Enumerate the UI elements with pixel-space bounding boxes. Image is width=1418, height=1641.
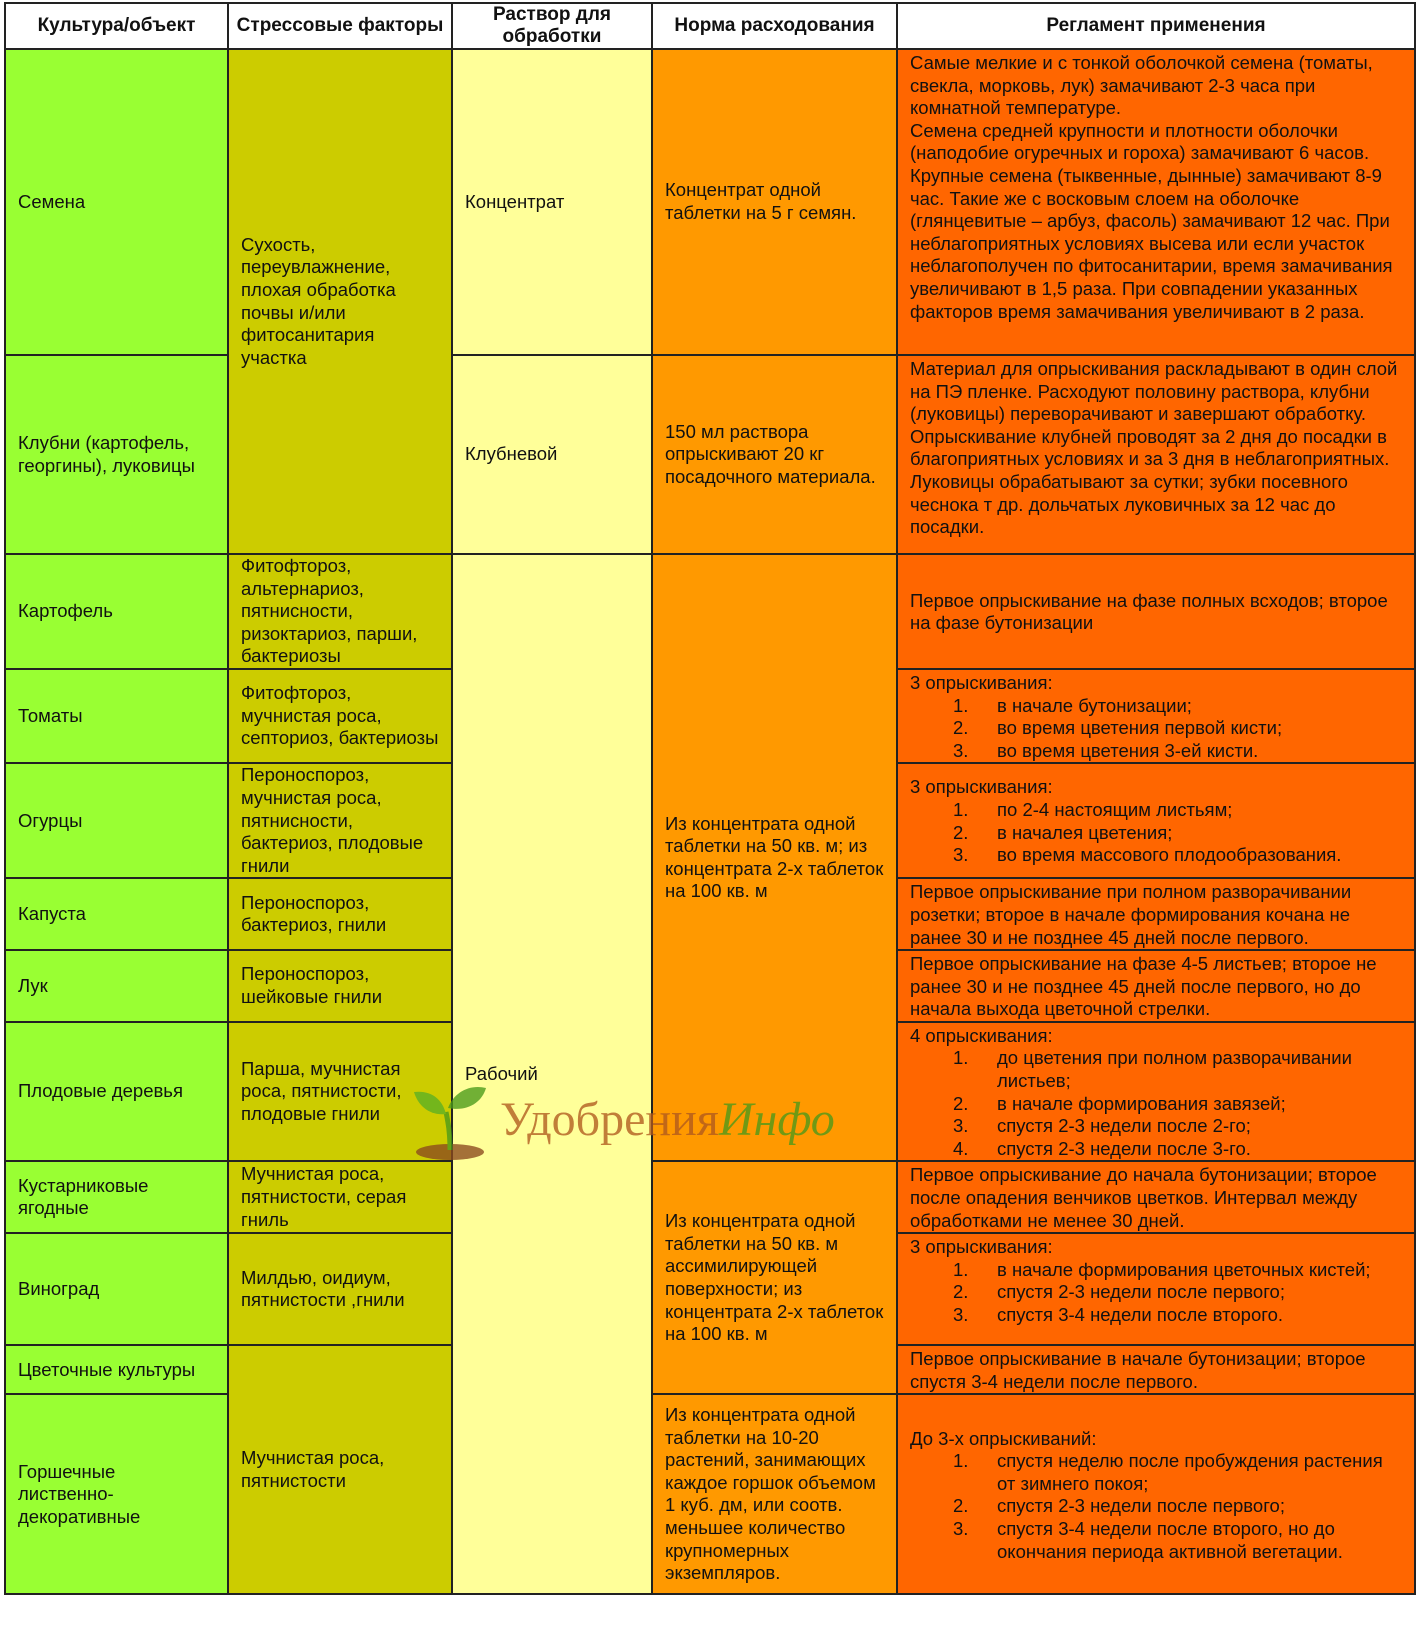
list-item: 1. в начале формирования цветочных кистей; (953, 1258, 1371, 1280)
crop-cell: Капуста (5, 878, 228, 950)
sprout-icon (410, 1082, 496, 1162)
stress-cell: Мучнистая роса, пятнистости (228, 1345, 452, 1594)
regulation-list (910, 1450, 1402, 1563)
norm-cell: Из концентрата одной таблетки на 50 кв. м; из концентрата 2-х таблеток на 100 кв. м (652, 554, 897, 1161)
list-item: 3. во время массового плодообразования. (953, 844, 1342, 866)
regulation-cell (897, 669, 1415, 763)
stress-cell: Пероноспороз, бактериоз, гнили (228, 878, 452, 950)
stress-cell: Мучнистая роса, пятнистости, серая гниль (228, 1161, 452, 1233)
list-item: 1. спустя неделю после пробуждения растения от зимнего покоя; (953, 1450, 1383, 1494)
table-row (5, 49, 1415, 355)
table-row (5, 355, 1415, 554)
list-item: 2. спустя 2-3 недели после первого; (953, 1495, 1285, 1517)
regulation-list (910, 695, 1402, 763)
header-solution: Раствор для обработки (452, 3, 652, 49)
crop-cell: Цветочные культуры (5, 1345, 228, 1394)
header-row (5, 3, 1415, 49)
crop-cell: Плодовые деревья (5, 1022, 228, 1162)
crop-cell: Кустарниковые ягодные (5, 1161, 228, 1233)
regulation-text: Материал для опрыскивания раскладывают в один слой на ПЭ пленке. Расходуют половину раствора, клубни (луковицы) переворачивают и завершают обработку. (910, 358, 1398, 425)
regulation-cell (897, 355, 1415, 554)
regulation-cell: Первое опрыскивание до начала бутонизации; второе после опадения венчиков цветков. Интервал между обработками не менее 30 дней. (897, 1161, 1415, 1233)
regulation-intro: 3 опрыскивания: (910, 671, 1053, 693)
stress-cell: Пероноспороз, шейковые гнили (228, 950, 452, 1022)
header-norm: Норма расходования (652, 3, 897, 49)
list-item: 2. во время цветения первой кисти; (953, 717, 1283, 739)
list-item: 3. спустя 2-3 недели после 2-го; (953, 1115, 1251, 1137)
table-row (5, 1161, 1415, 1233)
regulation-cell: Первое опрыскивание на фазе полных всходов; второе на фазе бутонизации (897, 554, 1415, 669)
regulation-intro: До 3-х опрыскиваний: (910, 1427, 1097, 1449)
crop-cell: Огурцы (5, 763, 228, 878)
list-item: 1. до цветения при полном разворачивании листьев; (953, 1047, 1352, 1092)
crop-cell: Семена (5, 49, 228, 355)
crop-cell: Томаты (5, 669, 228, 763)
regulation-cell (897, 49, 1415, 355)
regulation-cell: Первое опрыскивание на фазе 4-5 листьев; второе не ранее 30 и не позднее 45 дней после первого, но до начала выхода цветочной стрелки. (897, 950, 1415, 1022)
norm-cell: Концентрат одной таблетки на 5 г семян. (652, 49, 897, 355)
regulation-intro: 3 опрыскивания: (910, 776, 1053, 798)
stress-cell: Милдью, оидиум, пятнистости ,гнили (228, 1233, 452, 1345)
stress-cell: Парша, мучнистая роса, пятнистости, плодовые гнили (228, 1022, 452, 1162)
regulation-text: Крупные семена (тыквенные, дынные) замачивают 8-9 час. Такие же с восковым слоем на оболочке (глянцевитые – арбуз, фасоль) замачивают 12 час. При неблагоприятных условиях высева или если участок неблагополучен по фитосанитарии, время замачивания увеличивают в 1,5 раза. При совпадении указанных факторов время замачивания увеличивают в 2 раза. (910, 164, 1393, 322)
list-item: 2. в начале формирования завязей; (953, 1092, 1286, 1114)
regulation-cell: Первое опрыскивание при полном разворачивании розетки; второе в начале формирования кочана не ранее 30 и не позднее 45 дней после первого. (897, 878, 1415, 950)
stress-cell: Фитофтороз, альтернариоз, пятнисности, ризоктариоз, парши, бактериозы (228, 554, 452, 669)
watermark-text: Удобрения (500, 1093, 719, 1146)
table-row (5, 554, 1415, 669)
regulation-list (910, 1047, 1402, 1160)
watermark-logo (410, 1080, 880, 1170)
crop-cell: Горшечные лиственно-декоративные (5, 1394, 228, 1594)
regulation-cell: Первое опрыскивание в начале бутонизации; второе спустя 3-4 недели после первого. (897, 1345, 1415, 1394)
solution-cell: Рабочий (452, 554, 652, 1594)
stress-cell: Сухость, переувлажнение, плохая обработка почвы и/или фитосанитария участка (228, 49, 452, 554)
regulation-list (910, 799, 1402, 867)
crop-cell: Лук (5, 950, 228, 1022)
table-row (5, 1394, 1415, 1594)
stress-cell: Фитофтороз, мучнистая роса, септориоз, бактериозы (228, 669, 452, 763)
regulation-cell (897, 1394, 1415, 1594)
regulation-text: Опрыскивание клубней проводят за 2 дня до посадки в благоприятных условиях и за 3 дня в неблагоприятных. Луковицы обрабатывают за сутки; зубки посевного чеснока т др. дольчатых луковичных за 12 час до посадки. (910, 425, 1390, 538)
crop-cell: Клубни (картофель, георгины), луковицы (5, 355, 228, 554)
watermark-text: Инфо (718, 1093, 835, 1146)
regulation-cell (897, 1233, 1415, 1345)
norm-cell: 150 мл раствора опрыскивают 20 кг посадочного материала. (652, 355, 897, 554)
crop-cell: Виноград (5, 1233, 228, 1345)
regulation-intro: 3 опрыскивания: (910, 1236, 1053, 1258)
stress-cell: Пероноспороз, мучнистая роса, пятнисности, бактериоз, плодовые гнили (228, 763, 452, 878)
crop-cell: Картофель (5, 554, 228, 669)
list-item: 1. по 2-4 настоящим листьям; (953, 798, 1233, 820)
list-item: 3. спустя 3-4 недели после второго. (953, 1304, 1284, 1325)
list-item: 3. во время цветения 3-ей кисти. (953, 739, 1259, 761)
header-regulation: Регламент применения (897, 3, 1415, 49)
solution-cell: Концентрат (452, 49, 652, 355)
header-crop: Культура/объект (5, 3, 228, 49)
fertilizer-table (4, 2, 1416, 1595)
regulation-intro: 4 опрыскивания: (910, 1024, 1053, 1046)
header-stress: Стрессовые факторы (228, 3, 452, 49)
regulation-text: Семена средней крупности и плотности оболочки (наподобие огуречных и гороха) замачивают 6 часов. (910, 119, 1370, 164)
norm-cell: Из концентрата одной таблетки на 50 кв. м ассимилирующей поверхности; из концентрата 2-х таблеток на 100 кв. м (652, 1161, 897, 1394)
solution-cell: Клубневой (452, 355, 652, 554)
list-item: 4. спустя 2-3 недели после 3-го. (953, 1137, 1251, 1159)
list-item: 2. в началея цветения; (953, 821, 1173, 843)
list-item: 3. спустя 3-4 недели после второго, но до окончания периода активной вегетации. (953, 1518, 1343, 1562)
norm-cell: Из концентрата одной таблетки на 10-20 растений, занимающих каждое горшок объемом 1 куб. дм, или соотв. меньшее количество крупномерных экземпляров. (652, 1394, 897, 1594)
regulation-cell (897, 1022, 1415, 1162)
list-item: 1. в начале бутонизации; (953, 694, 1192, 716)
list-item: 2. спустя 2-3 недели после первого; (953, 1281, 1285, 1303)
regulation-list (910, 1259, 1402, 1327)
regulation-text: Самые мелкие и с тонкой оболочкой семена (томаты, свекла, морковь, лук) замачивают 2-3 часа при комнатной температуре. (910, 52, 1373, 119)
regulation-cell (897, 763, 1415, 878)
